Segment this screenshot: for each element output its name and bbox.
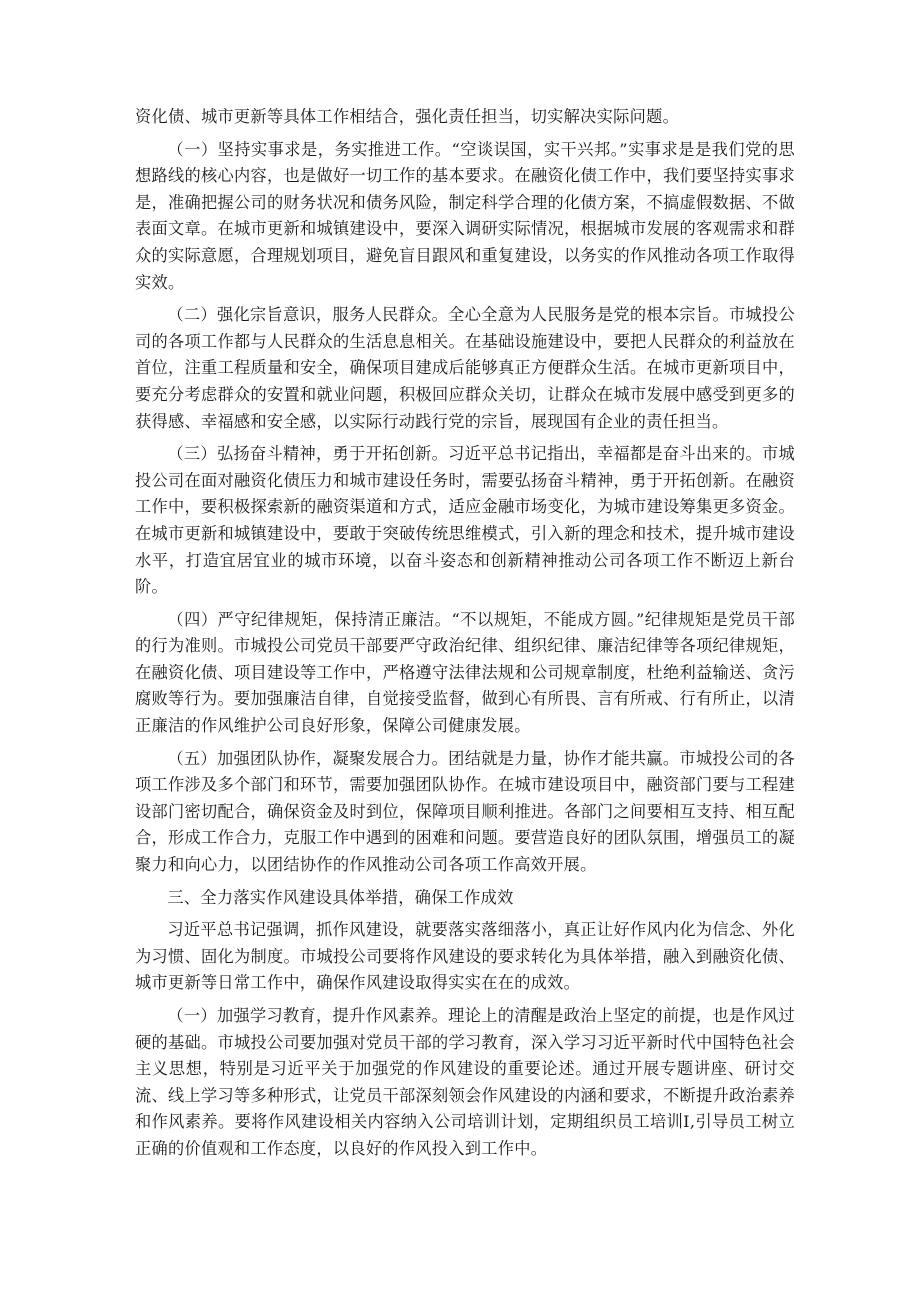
paragraph-continued: 资化债、城市更新等具体工作相结合，强化责任担当，切实解决实际问题。 — [135, 107, 680, 126]
paragraph-seek-truth: （一）坚持实事求是，务实推进工作。“空谈误国，实干兴邦。”实事求是是我们党的思想路线的核心内容，也是做好一切工作的基本要求。在融资化债工作中，我们要坚持实事求是，准确把握公司的财务状况和债务风险，制定科学合理的化债方案，不搞虚假数据、不做表面文章。在城市更新和城镇建设中，要深入调研实际情况，根据城市发展的客观需求和群众的实际意愿，合理规划项目，避免盲目跟风和重复建设，以务实的作风推动各项工作取得实效。 — [135, 139, 795, 292]
paragraph-study-education: （一）加强学习教育，提升作风素养。理论上的清醒是政治上坚定的前提，也是作风过硬的基础。市城投公司要加强对党员干部的学习教育，深入学习习近平新时代中国特色社会主义思想，特别是习近平关于加强党的作风建设的重要论述。通过开展专题讲座、研讨交流、线上学习等多种形式，让党员干部深刻领会作风建设的内涵和要求，不断提升政治素养和作风素养。要将作风建设相关内容纳入公司培训计划，定期组织员工培训I,引导员工树立正确的价值观和工作态度，以良好的作风投入到工作中。 — [135, 1006, 795, 1158]
section-heading-three: 三、全力落实作风建设具体举措，确保工作成效 — [167, 887, 514, 907]
paragraph-section-intro: 习近平总书记强调，抓作风建设，就要落实落细落小，真正让好作风内化为信念、外化为习惯、固化为制度。市城投公司要将作风建设的要求转化为具体举措，融入到融资化债、城市更新等日常工作中，确保作风建设取得实实在在的成效。 — [135, 920, 795, 993]
paragraph-innovation: （三）弘扬奋斗精神，勇于开拓创新。习近平总书记指出，幸福都是奋斗出来的。市城投公司在面对融资化债压力和城市建设任务时，需要弘扬奋斗精神，勇于开拓创新。在融资工作中，要积极探索新的融资渠道和方式，适应金融市场变化，为城市建设筹集更多资金。在城市更新和城镇建设中，要敢于突破传统思维模式，引入新的理念和技术，提升城市建设水平，打造宜居宜业的城市环境，以奋斗姿态和创新精神推动公司各项工作不断迈上新台阶。 — [135, 444, 795, 597]
document-body — [135, 104, 795, 1169]
paragraph-serve-people: （二）强化宗旨意识，服务人民群众。全心全意为人民服务是党的根本宗旨。市城投公司的各项工作都与人民群众的生活息息相关。在基础设施建设中，要把人民群众的利益放在首位，注重工程质量和安全，确保项目建成后能够真正方便群众生活。在城市更新项目中，要充分考虑群众的安置和就业问题，积极回应群众关切，让群众在城市发展中感受到更多的获得感、幸福感和安全感，以实际行动践行党的宗旨，展现国有企业的责任担当。 — [135, 305, 795, 431]
paragraph-teamwork: （五）加强团队协作，凝聚发展合力。团结就是力量，协作才能共赢。市城投公司的各项工作涉及多个部门和环节，需要加强团队协作。在城市建设项目中，融资部门要与工程建设部门密切配合，确保资金及时到位，保障项目顺利推进。各部门之间要相互支持、相互配合，形成工作合力，克服工作中遇到的困难和问题。要营造良好的团队氛围，增强员工的凝聚力和向心力，以团结协作的作风推动公司各项工作高效开展。 — [135, 748, 795, 875]
paragraph-discipline: （四）严守纪律规矩，保持清正廉洁。“不以规矩，不能成方圆。”纪律规矩是党员干部的行为准则。市城投公司党员干部要严守政治纪律、组织纪律、廉洁纪律等各项纪律规矩，在融资化债、项目建设等工作中，严格遵守法律法规和公司规章制度，杜绝利益输送、贪污腐败等行为。要加强廉洁自律，自觉接受监督，做到心有所畏、言有所戒、行有所止，以清正廉洁的作风维护公司良好形象，保障公司健康发展。 — [135, 609, 795, 736]
